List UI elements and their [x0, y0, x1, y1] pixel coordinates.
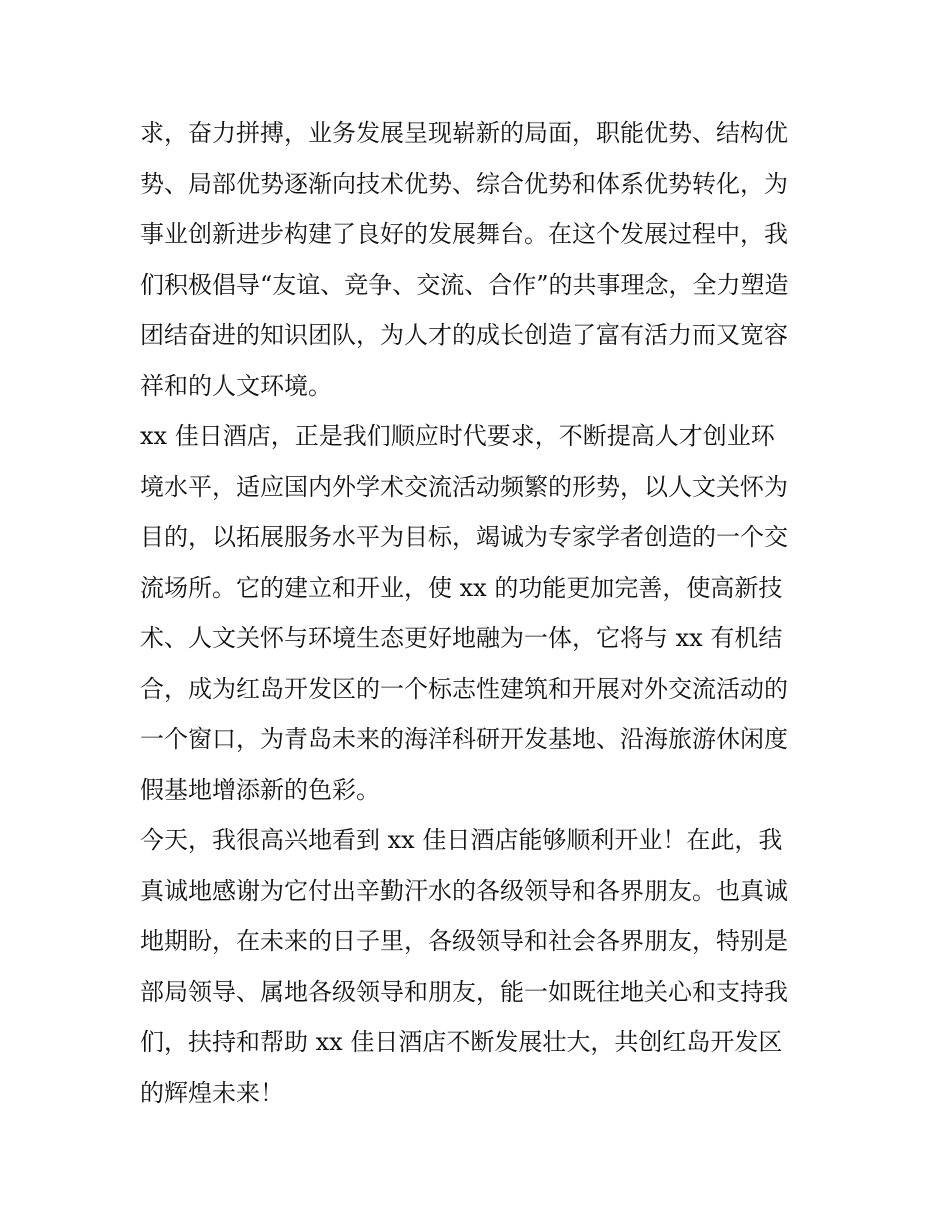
text-line: 真诚地感谢为它付出辛勤汗水的各级领导和各界朋友。也真诚 — [140, 876, 788, 905]
text-line: 地期盼，在未来的日子里，各级领导和社会各界朋友，特别是 — [140, 927, 788, 955]
text-line: 术、人文关怀与环境生态更好地融为一体，它将与 xx 有机结 — [140, 624, 783, 652]
text-line: 今天，我很高兴地看到 xx 佳日酒店能够顺利开业！在此，我 — [140, 826, 783, 854]
text-line: 势、局部优势逐渐向技术优势、综合优势和体系优势转化，为 — [140, 169, 788, 198]
text-line: 目的，以拓展服务水平为目标，竭诚为专家学者创造的一个交 — [140, 523, 788, 551]
text-line: xx 佳日酒店，正是我们顺应时代要求，不断提高人才创业环 — [140, 422, 775, 450]
text-line: 假基地增添新的色彩。 — [140, 775, 380, 804]
text-line: 团结奋进的知识团队，为人才的成长创造了富有活力而又宽容 — [140, 321, 788, 349]
text-line: 一个窗口，为青岛未来的海洋科研开发基地、沿海旅游休闲度 — [140, 725, 788, 753]
text-line: 合，成为红岛开发区的一个标志性建筑和开展对外交流活动的 — [140, 674, 788, 703]
document-body — [140, 108, 820, 1118]
text-line: 部局领导、属地各级领导和朋友，能一如既往地关心和支持我 — [140, 977, 788, 1006]
text-line: 们，扶持和帮助 xx 佳日酒店不断发展壮大，共创红岛开发区 — [140, 1028, 783, 1056]
text-line: 们积极倡导“友谊、竞争、交流、合作”的共事理念，全力塑造 — [140, 270, 789, 299]
text-line: 事业创新进步构建了良好的发展舞台。在这个发展过程中，我 — [140, 220, 788, 248]
text-line: 祥和的人文环境。 — [140, 371, 332, 400]
text-line: 流场所。它的建立和开业，使 xx 的功能更加完善，使高新技 — [140, 573, 783, 602]
text-line: 求，奋力拼搏，业务发展呈现崭新的局面，职能优势、结构优 — [140, 119, 788, 147]
text-line: 境水平，适应国内外学术交流活动频繁的形势，以人文关怀为 — [140, 472, 788, 501]
text-line: 的辉煌未来！ — [140, 1078, 284, 1107]
